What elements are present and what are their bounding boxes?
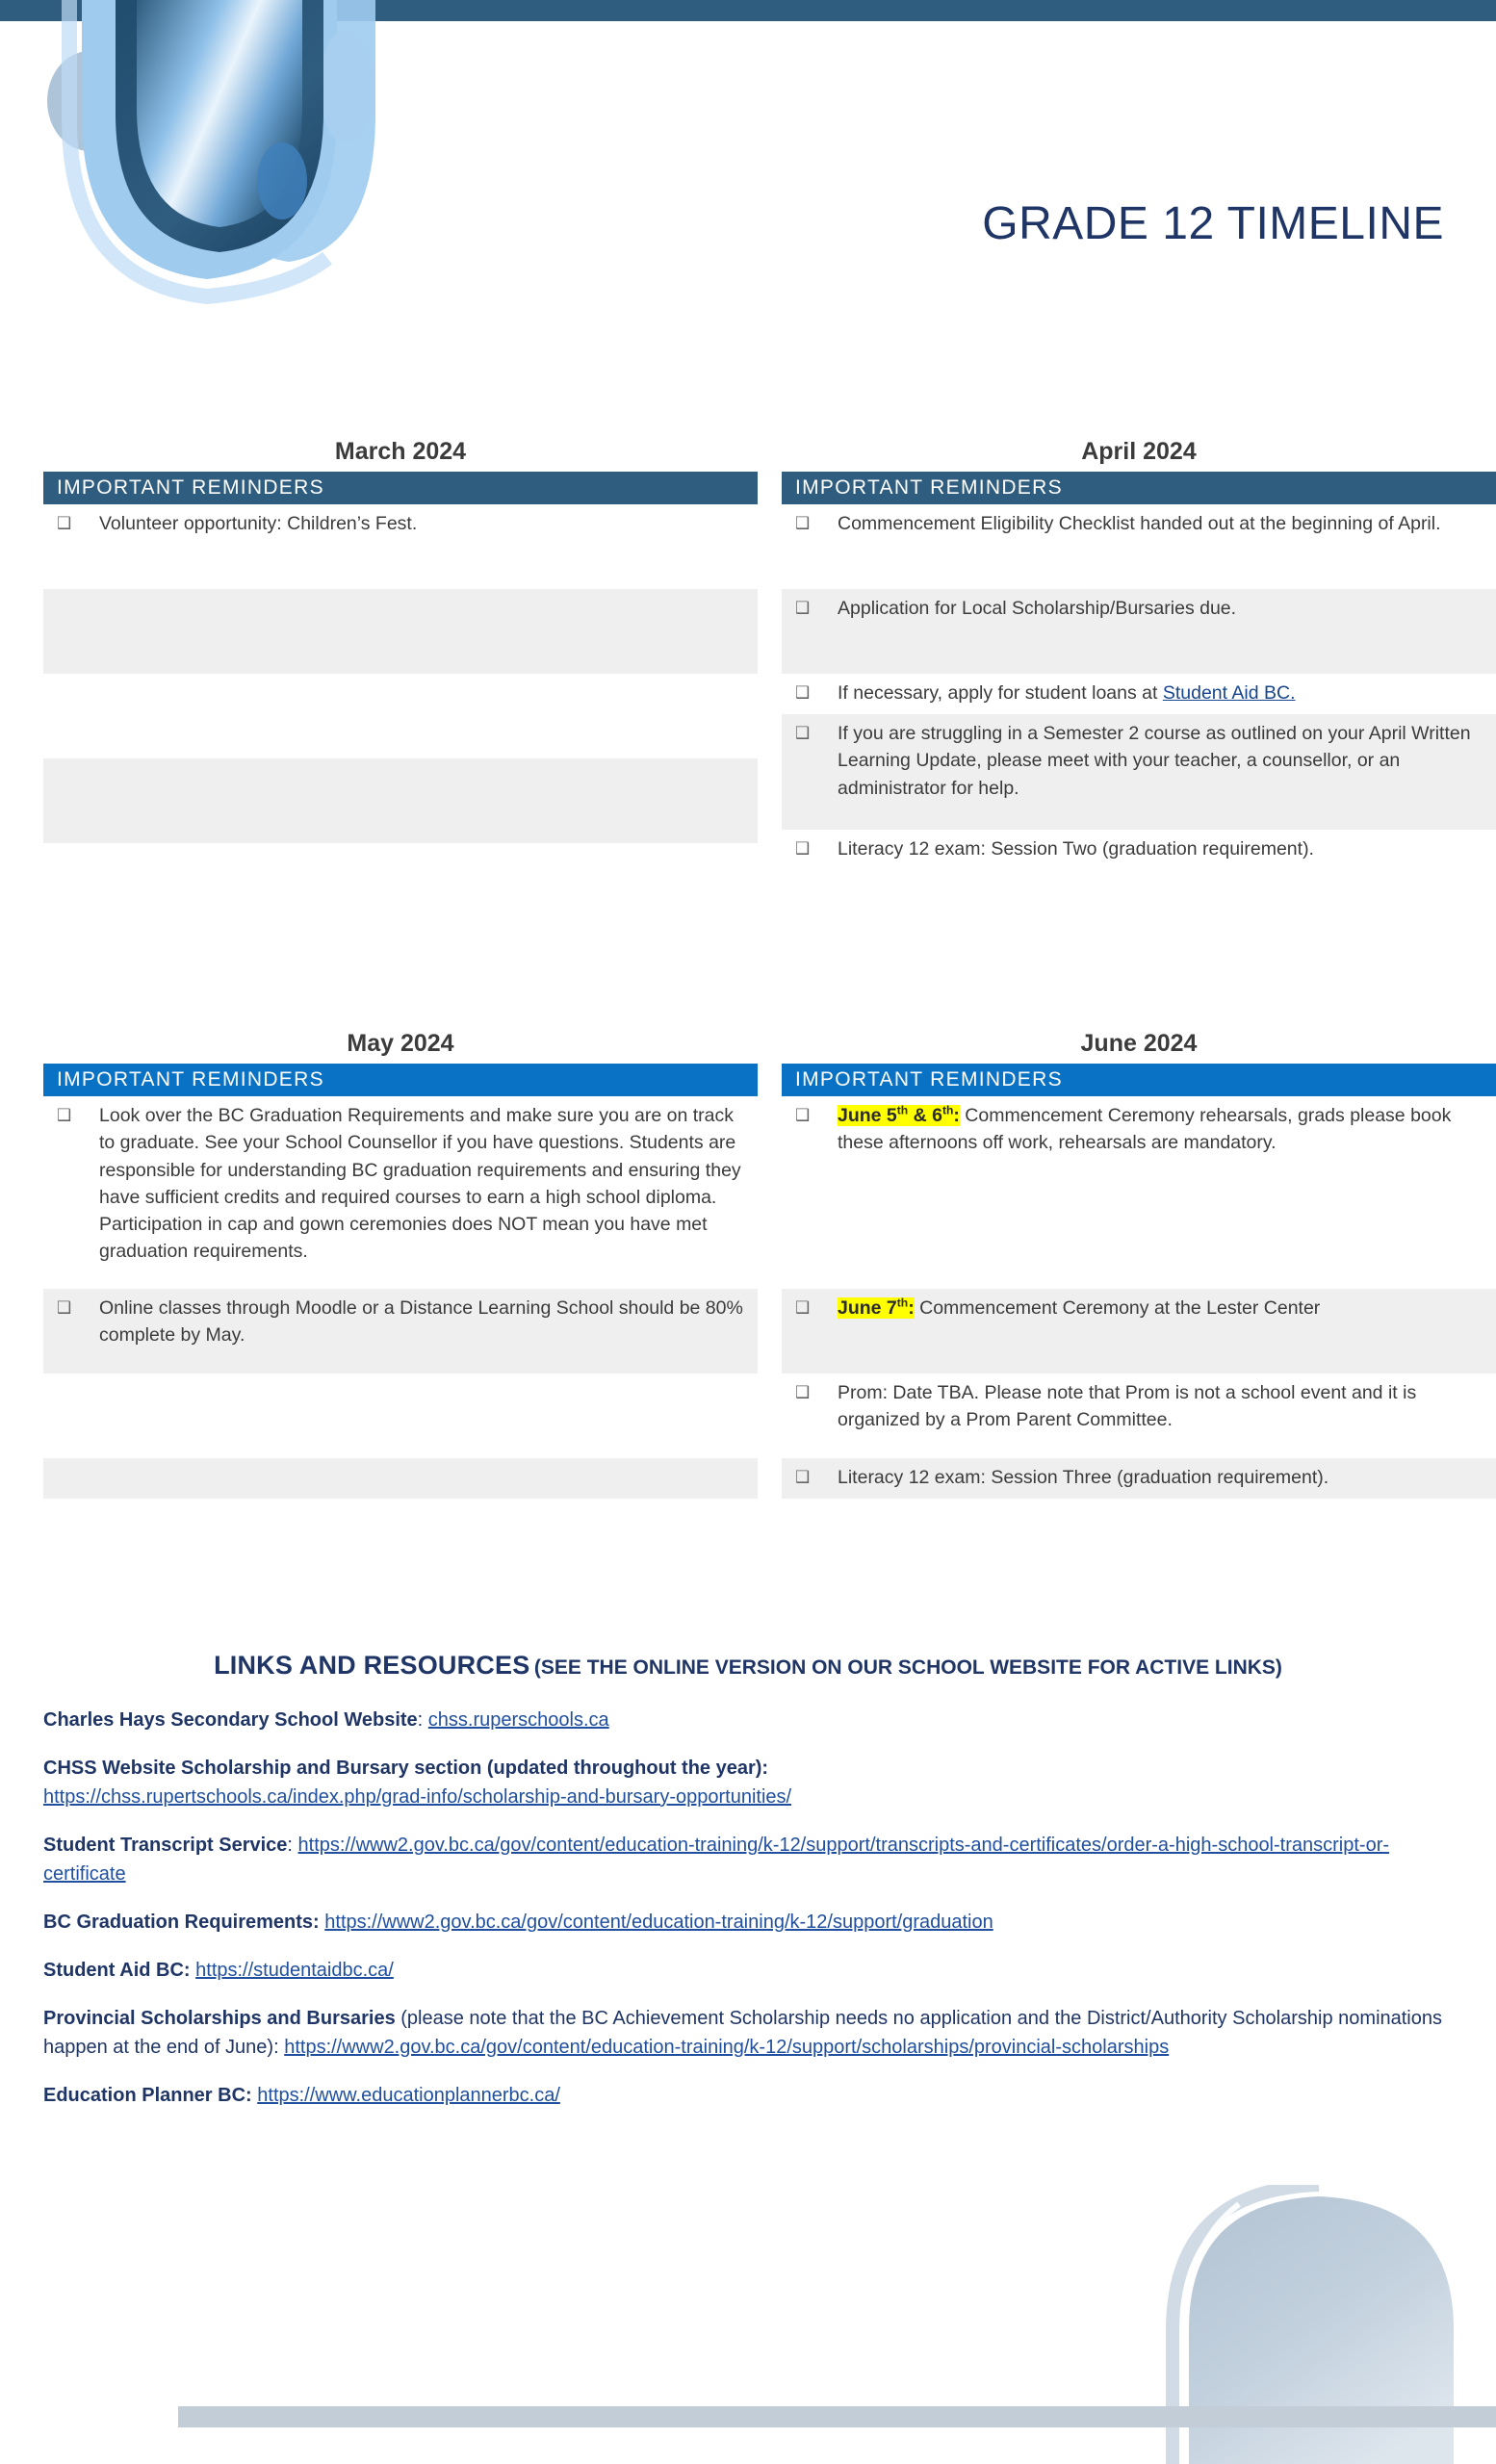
link-separator: :	[287, 1835, 298, 1856]
reminders-header-march: IMPORTANT REMINDERS	[43, 472, 758, 504]
reminders-header-april: IMPORTANT REMINDERS	[782, 472, 1496, 504]
footer-decorative-bar	[178, 2406, 1496, 2427]
checkbox-icon[interactable]	[795, 1464, 838, 1493]
month-column-june	[782, 1030, 1496, 1499]
link-entry-scholarship-bursary	[43, 1754, 1453, 1811]
top-decorative-bar	[0, 0, 1496, 21]
page-title: GRADE 12 TIMELINE	[982, 198, 1444, 249]
link-url[interactable]: https://www.educationplannerbc.ca/	[257, 2085, 560, 2106]
links-heading-sub: (SEE THE ONLINE VERSION ON OUR SCHOOL WEBSITE FOR ACTIVE LINKS)	[533, 1656, 1282, 1679]
checkbox-icon[interactable]	[795, 1379, 838, 1452]
checkbox-icon[interactable]	[795, 510, 838, 583]
checkbox-icon[interactable]	[795, 680, 838, 708]
month-row-spring	[0, 438, 1496, 870]
link-entry-education-planner	[43, 2081, 1453, 2110]
checkbox-icon[interactable]	[795, 1295, 838, 1368]
links-heading-main: LINKS AND RESOURCES	[214, 1651, 530, 1680]
list-item-text: Literacy 12 exam: Session Two (graduation requirement).	[838, 838, 1314, 860]
list-item[interactable]	[782, 1458, 1496, 1499]
link-entry-student-aid-bc	[43, 1956, 1453, 1985]
reminders-header-may: IMPORTANT REMINDERS	[43, 1064, 758, 1096]
link-label: Student Aid BC:	[43, 1960, 191, 1981]
list-item-text: Application for Local Scholarship/Bursaries due.	[838, 598, 1237, 619]
month-column-april	[782, 438, 1496, 870]
checkbox-icon[interactable]	[795, 1102, 838, 1283]
link-entry-provincial-scholarships	[43, 2004, 1453, 2062]
list-item-text	[57, 764, 748, 837]
links-and-resources-section	[43, 1651, 1453, 2129]
reminder-list-may	[43, 1096, 758, 1499]
link-entry-grad-requirements	[43, 1908, 1453, 1937]
checkbox-icon[interactable]	[57, 1295, 99, 1368]
list-item[interactable]	[782, 1373, 1496, 1458]
list-item-text: Literacy 12 exam: Session Three (graduation requirement).	[838, 1467, 1329, 1488]
list-item[interactable]	[782, 714, 1496, 830]
link-url[interactable]: https://studentaidbc.ca/	[195, 1960, 394, 1981]
month-title-march: March 2024	[334, 438, 467, 465]
month-title-may: May 2024	[347, 1030, 454, 1057]
link-url[interactable]: https://www2.gov.bc.ca/gov/content/education-training/k-12/support/graduation	[324, 1912, 993, 1933]
list-item[interactable]	[43, 674, 758, 758]
list-item-text: If you are struggling in a Semester 2 course as outlined on your April Written Learning Update, please meet with your teacher, a counsellor, or an administrator for help.	[838, 723, 1471, 799]
list-item-text: Volunteer opportunity: Children’s Fest.	[99, 513, 418, 534]
link-label: Charles Hays Secondary School Website	[43, 1709, 418, 1731]
list-item-text-lead: If necessary, apply for student loans at	[838, 682, 1163, 704]
link-label: BC Graduation Requirements:	[43, 1912, 320, 1933]
list-item-text	[57, 1379, 748, 1452]
list-item[interactable]	[43, 504, 758, 589]
reminder-list-march	[43, 504, 758, 843]
links-heading	[43, 1651, 1453, 1681]
list-item-text	[57, 680, 748, 753]
list-item[interactable]	[782, 1289, 1496, 1373]
link-entry-transcript-service	[43, 1831, 1453, 1888]
link-label: Provincial Scholarships and Bursaries	[43, 2008, 396, 2029]
link-url[interactable]: chss.ruperschools.ca	[427, 1709, 609, 1731]
list-item-text	[838, 1295, 1486, 1368]
list-item-text	[57, 595, 748, 668]
list-item-text: Commencement Eligibility Checklist handed out at the beginning of April.	[838, 513, 1441, 534]
list-item[interactable]	[43, 1373, 758, 1458]
list-item[interactable]	[782, 674, 1496, 714]
list-item[interactable]	[43, 758, 758, 843]
list-item-text	[57, 1464, 748, 1493]
month-column-may	[43, 1030, 758, 1499]
list-item[interactable]	[43, 1096, 758, 1289]
checkbox-icon[interactable]	[795, 720, 838, 824]
list-item-text: Prom: Date TBA. Please note that Prom is not a school event and it is organized by a Prom Parent Committee.	[838, 1382, 1417, 1431]
link-entry-school-website	[43, 1706, 1453, 1734]
link-url[interactable]: https://www2.gov.bc.ca/gov/content/education-training/k-12/support/scholarships/provincial-scholarships	[284, 2037, 1170, 2058]
reminder-list-june	[782, 1096, 1496, 1499]
link-label: Student Transcript Service	[43, 1835, 288, 1856]
date-highlight: June 5th & 6th:	[838, 1103, 960, 1126]
list-item-text	[838, 1102, 1486, 1283]
checkbox-icon[interactable]	[795, 835, 838, 864]
month-title-june: June 2024	[1080, 1030, 1198, 1057]
link-label: CHSS Website Scholarship and Bursary section (updated throughout the year):	[43, 1758, 769, 1779]
list-item-text	[838, 680, 1486, 708]
list-item-text: Look over the BC Graduation Requirements and make sure you are on track to graduate. See your School Counsellor if you have questions. Students are responsible for understanding BC graduation requirements and ensuring they have sufficient credits and required courses to earn a high school diploma. Participation in cap and gown ceremonies does NOT mean you have met graduation requirements.	[99, 1105, 741, 1263]
link-label: Education Planner BC:	[43, 2085, 252, 2106]
list-item[interactable]	[782, 589, 1496, 674]
month-column-march	[43, 438, 758, 870]
month-row-summer	[0, 1030, 1496, 1499]
checkbox-icon[interactable]	[57, 1102, 99, 1283]
student-aid-bc-link[interactable]: Student Aid BC.	[1162, 682, 1296, 704]
link-url[interactable]: https://www2.gov.bc.ca/gov/content/education-training/k-12/support/transcripts-and-certificates/order-a-high-school-transcript-or-certificate	[43, 1835, 1390, 1885]
link-url[interactable]: https://chss.rupertschools.ca/index.php/grad-info/scholarship-and-bursary-opportunities/	[43, 1786, 792, 1808]
list-item[interactable]	[782, 1096, 1496, 1289]
date-highlight: June 7th:	[838, 1296, 915, 1319]
list-item[interactable]	[43, 1289, 758, 1373]
list-item[interactable]	[782, 830, 1496, 870]
list-item-text-body: Commencement Ceremony rehearsals, grads please book these afternoons off work, rehearsals are mandatory.	[838, 1105, 1452, 1154]
month-title-april: April 2024	[1081, 438, 1197, 465]
list-item[interactable]	[43, 589, 758, 674]
list-item-text-body: Commencement Ceremony at the Lester Center	[914, 1297, 1321, 1319]
reminders-header-june: IMPORTANT REMINDERS	[782, 1064, 1496, 1096]
list-item[interactable]	[782, 504, 1496, 589]
list-item-text: Online classes through Moodle or a Distance Learning School should be 80% complete by May.	[99, 1297, 743, 1347]
checkbox-icon[interactable]	[57, 510, 99, 583]
link-note: (please note that the BC Achievement Scholarship needs no application and the District/Authority Scholarship nominations happen at the end of June):	[43, 2008, 1442, 2058]
checkbox-icon[interactable]	[795, 595, 838, 668]
reminder-list-april	[782, 504, 1496, 870]
list-item[interactable]	[43, 1458, 758, 1499]
link-separator: :	[417, 1709, 428, 1731]
